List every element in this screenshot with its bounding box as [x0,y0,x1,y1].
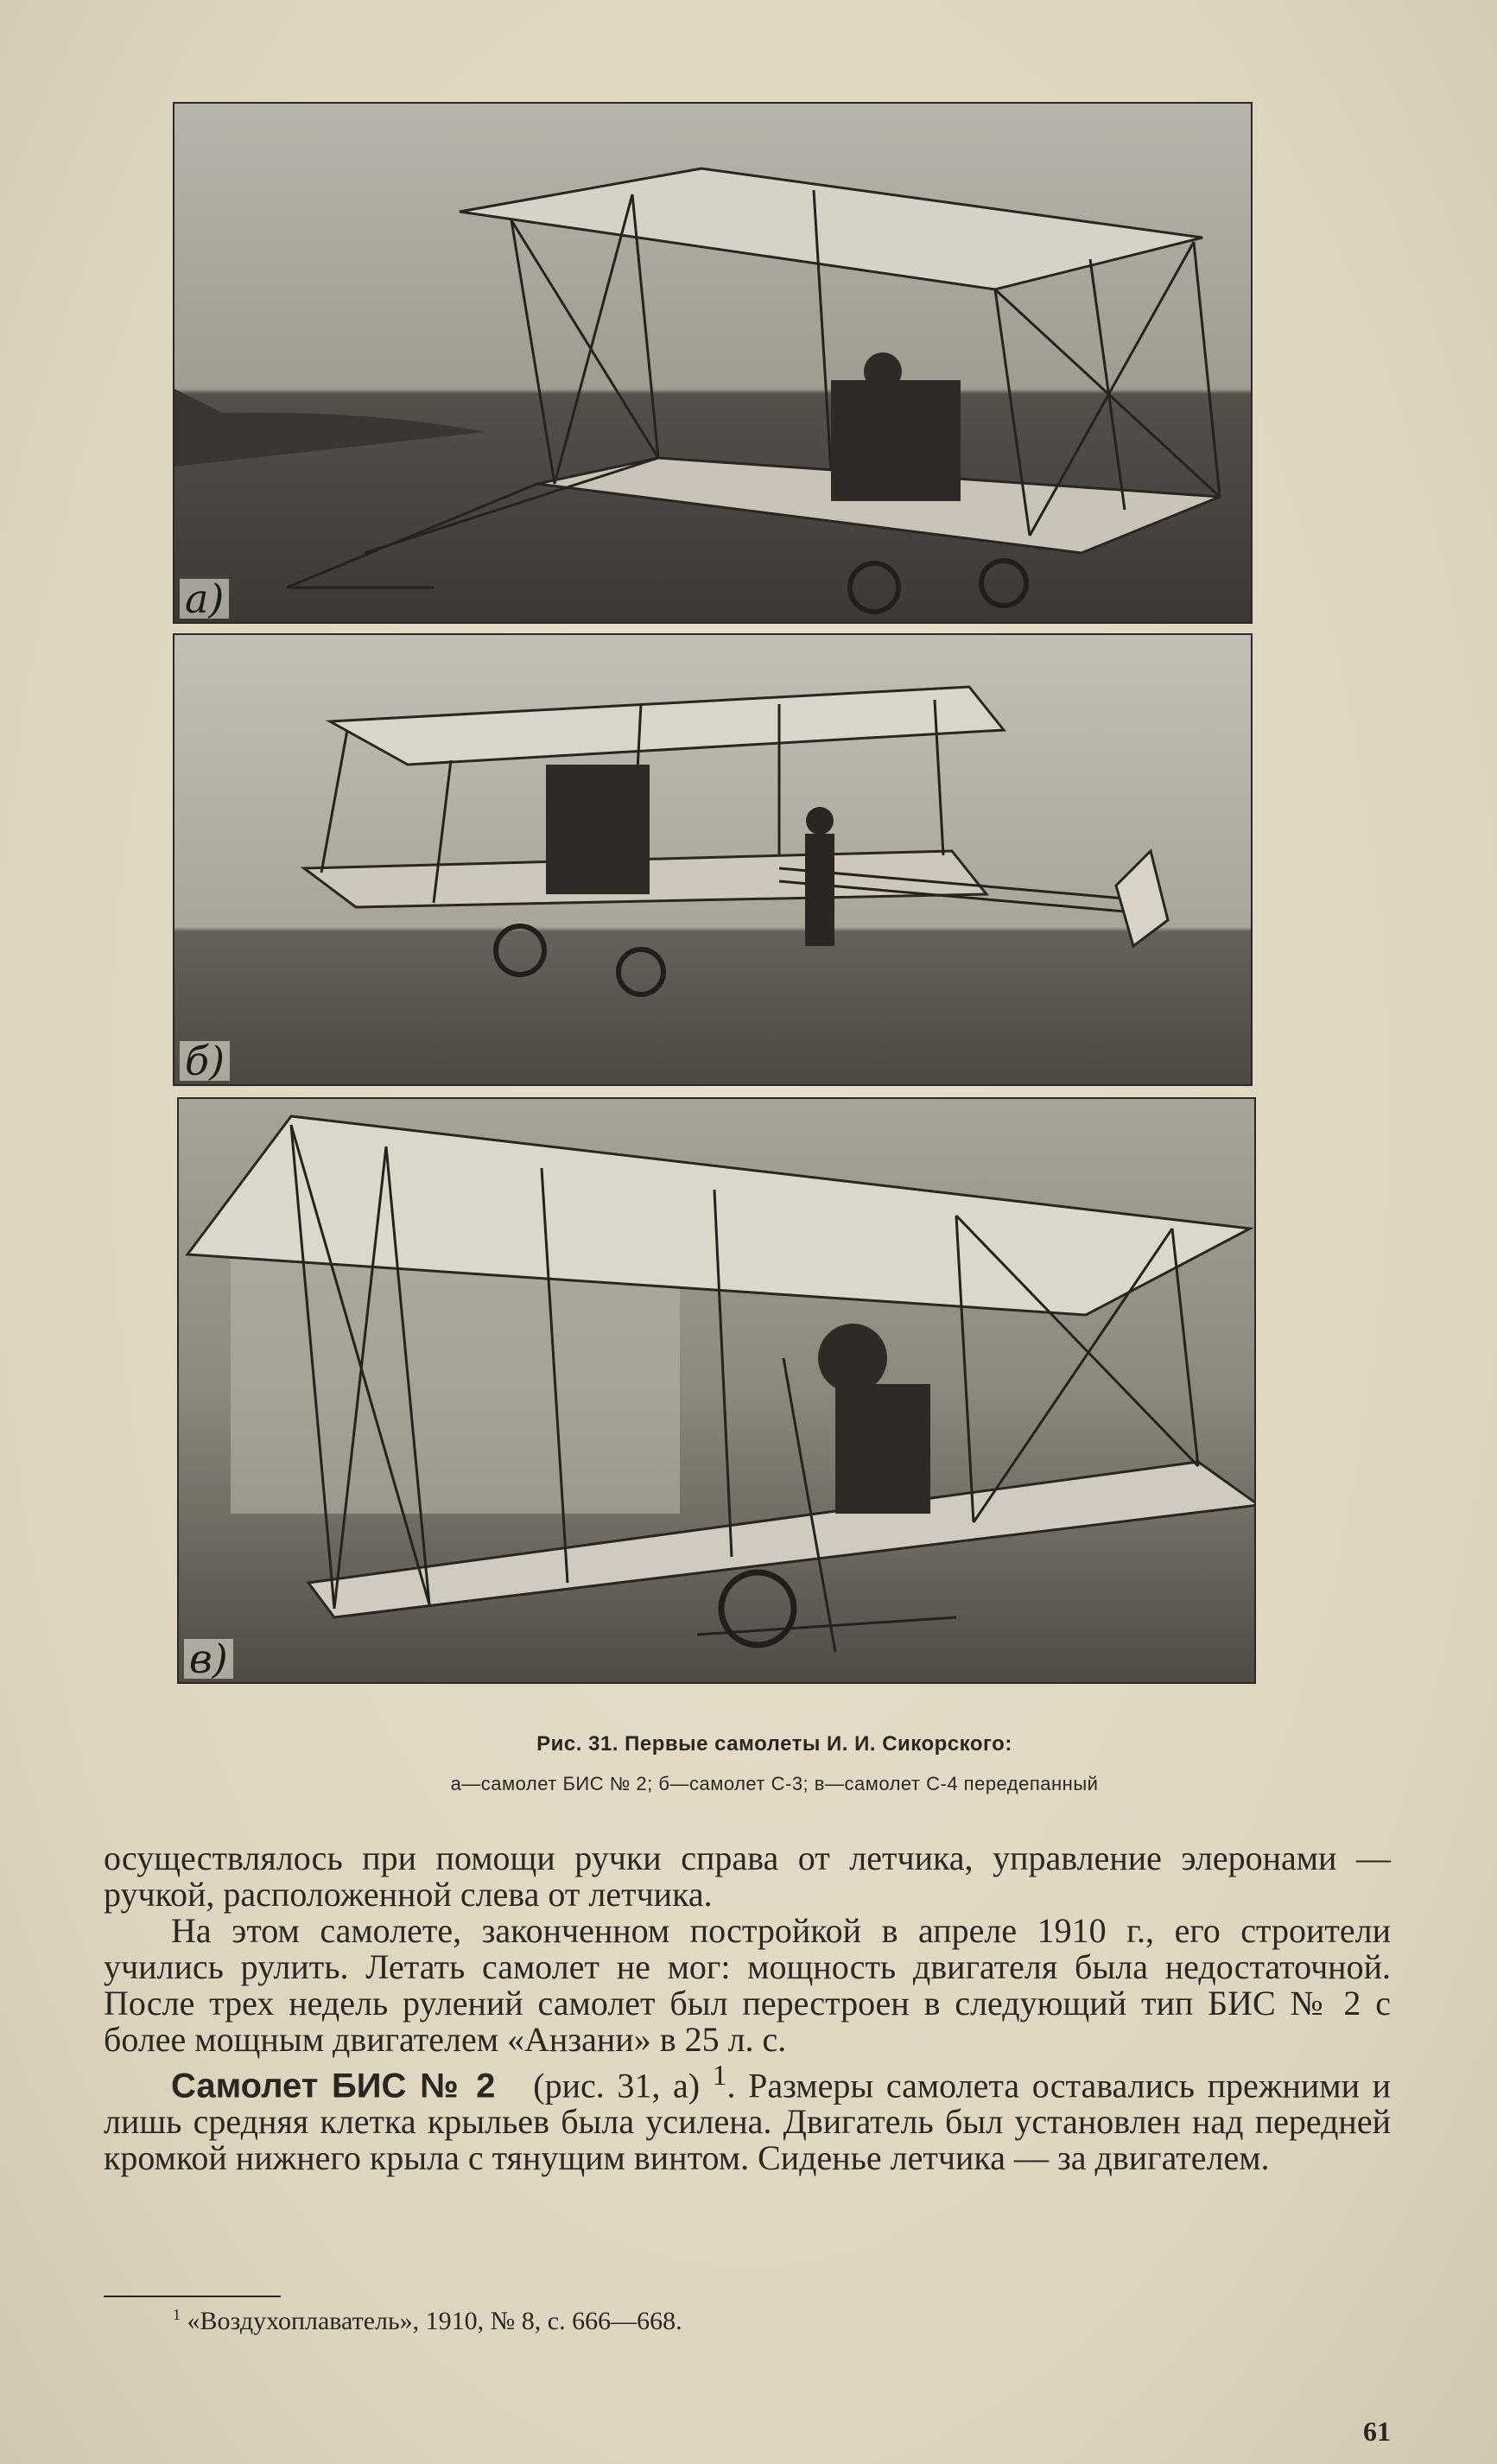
paragraph-3-text: . Размеры самолета оставались прежними и лишь средняя клетка крыльев была усилена. Двигатель был установлен над передней кромкой нижнего крыла с тянущим винтом. Сиденье летчика — за двигателем. [104,2066,1392,2178]
footnote [173,2300,682,2336]
paragraph-1: осуществлялось при помощи ручки справа от летчика, управление элеронами — ручкой, расположенной слева от летчика. [104,1838,1391,1914]
panel-label-c: в) [184,1639,233,1679]
page-number: 61 [1363,2416,1391,2447]
photo-panel-b [173,633,1253,1086]
photo-panel-c [177,1097,1256,1684]
footnote-marker: 1 [712,2060,727,2092]
section-heading: Самолет БИС № 2 [171,2067,496,2105]
figure-reference: (рис. 31, а) [533,2066,701,2105]
paragraph-3 [104,2058,1391,2176]
panel-label-a: а) [180,579,229,619]
figure-caption-subtitle: а—самолет БИС № 2; б—самолет С-3; в—самолет С-4 передепанный [450,1773,1099,1794]
body-text [104,1840,1391,2176]
biplane-photo-a [174,104,1251,622]
photo-panel-a [173,102,1253,624]
footnote-text: «Воздухоплаватель», 1910, № 8, с. 666—668. [187,2307,682,2335]
footnote-divider [104,2296,281,2297]
panel-label-b: б) [180,1041,230,1081]
biplane-photo-b [174,635,1251,1084]
paragraph-2: На этом самолете, законченном постройкой в апреле 1910 г., его строители учились рулить. Летать самолет не мог: мощность двигателя была недостаточной. После трех недель рулений самолет был перестроен в следующий тип БИС № 2 с более мощным двигателем «Анзани» в 25 л. с. [104,1911,1391,2059]
figure-caption-title: Рис. 31. Первые самолеты И. И. Сикорского: [536,1732,1012,1756]
biplane-photo-c [179,1099,1254,1682]
footnote-number: 1 [173,2306,181,2323]
